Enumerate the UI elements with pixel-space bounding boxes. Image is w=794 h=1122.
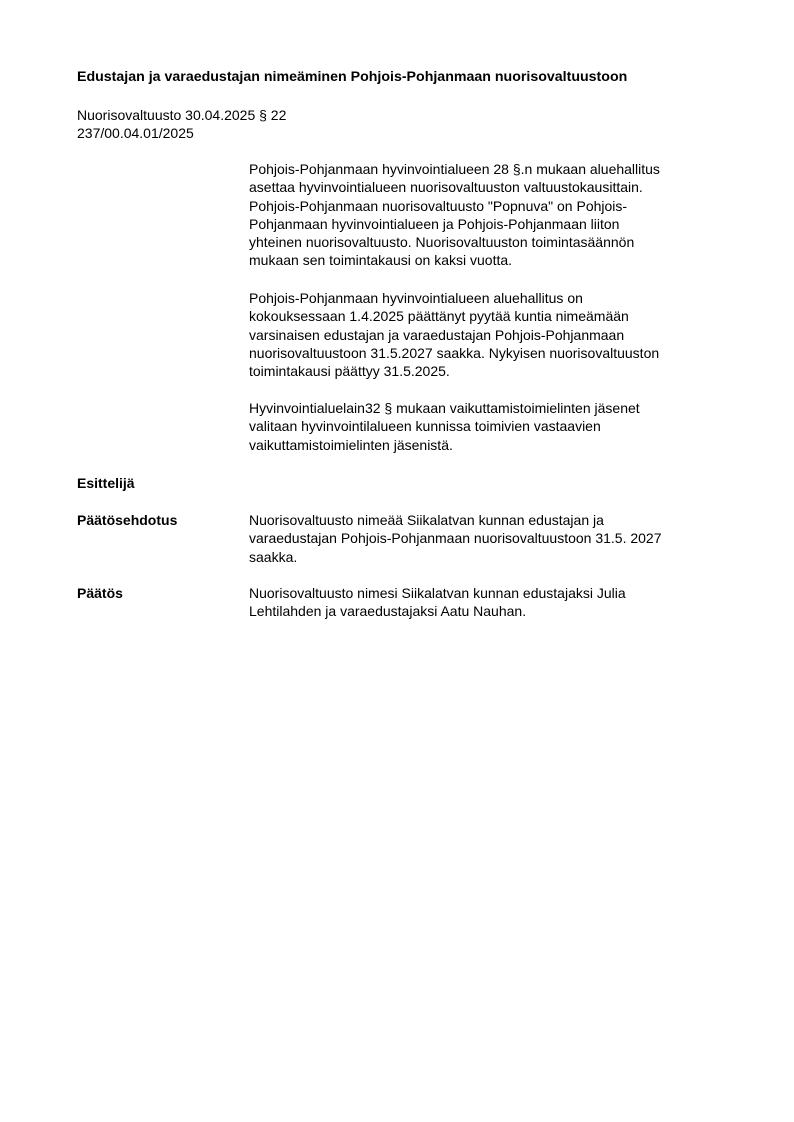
paatosehdotus-label: Päätösehdotus [77, 512, 178, 528]
paragraph-line: asettaa hyvinvointialueen nuorisovaltuuston valtuustokausittain. [249, 179, 643, 196]
paragraph-line: nuorisovaltuustoon 31.5.2027 saakka. Nykyisen nuorisovaltuuston [249, 344, 660, 361]
record-number: 237/00.04.01/2025 [77, 125, 194, 141]
paatosehdotus-text [249, 511, 729, 566]
document-title: Edustajan ja varaedustajan nimeäminen Pohjois-Pohjanmaan nuorisovaltuustoon [77, 69, 628, 85]
paragraph-line: Pohjanmaan hyvinvointialueen ja Pohjois-Pohjanmaan liiton [249, 215, 620, 232]
paragraph-line: Nuorisovaltuusto nimeää Siikalatvan kunnan edustajan ja [249, 512, 604, 528]
paragraph-line: Pohjois-Pohjanmaan nuorisovaltuusto "Popnuva" on Pohjois- [249, 197, 628, 214]
paragraph-line: varaedustajan Pohjois-Pohjanmaan nuorisovaltuustoon 31.5. 2027 [249, 530, 662, 547]
paragraph-line: Pohjois-Pohjanmaan hyvinvointialueen 28 §.n mukaan aluehallitus [249, 161, 660, 177]
meeting-line: Nuorisovaltuusto 30.04.2025 § 22 [77, 107, 287, 123]
paragraph-line: toimintakausi päättyy 31.5.2025. [249, 363, 450, 380]
paragraph-line: Hyvinvointialuelain32 § mukaan vaikuttamistoimielinten jäsenet [249, 400, 640, 416]
paatos-text [249, 584, 729, 621]
paragraph-line: Nuorisovaltuusto nimesi Siikalatvan kunnan edustajaksi Julia [249, 585, 626, 601]
esittelija-label: Esittelijä [77, 475, 135, 491]
paragraph-line: vaikuttamistoimielinten jäsenistä. [249, 436, 453, 453]
paragraph-line: Lehtilahden ja varaedustajaksi Aatu Nauhan. [249, 603, 527, 620]
paragraph-line: valitaan hyvinvointilalueen kunnissa toimivien vastaavien [249, 418, 601, 435]
paragraph-line: kokouksessaan 1.4.2025 päättänyt pyytää kuntia nimeämään [249, 308, 629, 325]
paragraph-line: Pohjois-Pohjanmaan hyvinvointialueen aluehallitus on [249, 290, 583, 306]
paatos-label: Päätös [77, 585, 123, 601]
paragraph-line: yhteinen nuorisovaltuusto. Nuorisovaltuuston toimintasäännön [249, 234, 635, 251]
paragraph-decision-history [249, 289, 729, 380]
paragraph-legal-basis [249, 399, 729, 454]
paragraph-line: mukaan sen toimintakausi on kaksi vuotta. [249, 252, 513, 269]
paragraph-background [249, 160, 729, 270]
paragraph-line: saakka. [249, 548, 298, 565]
paragraph-line: varsinaisen edustajan ja varaedustajan Pohjois-Pohjanmaan [249, 326, 625, 343]
